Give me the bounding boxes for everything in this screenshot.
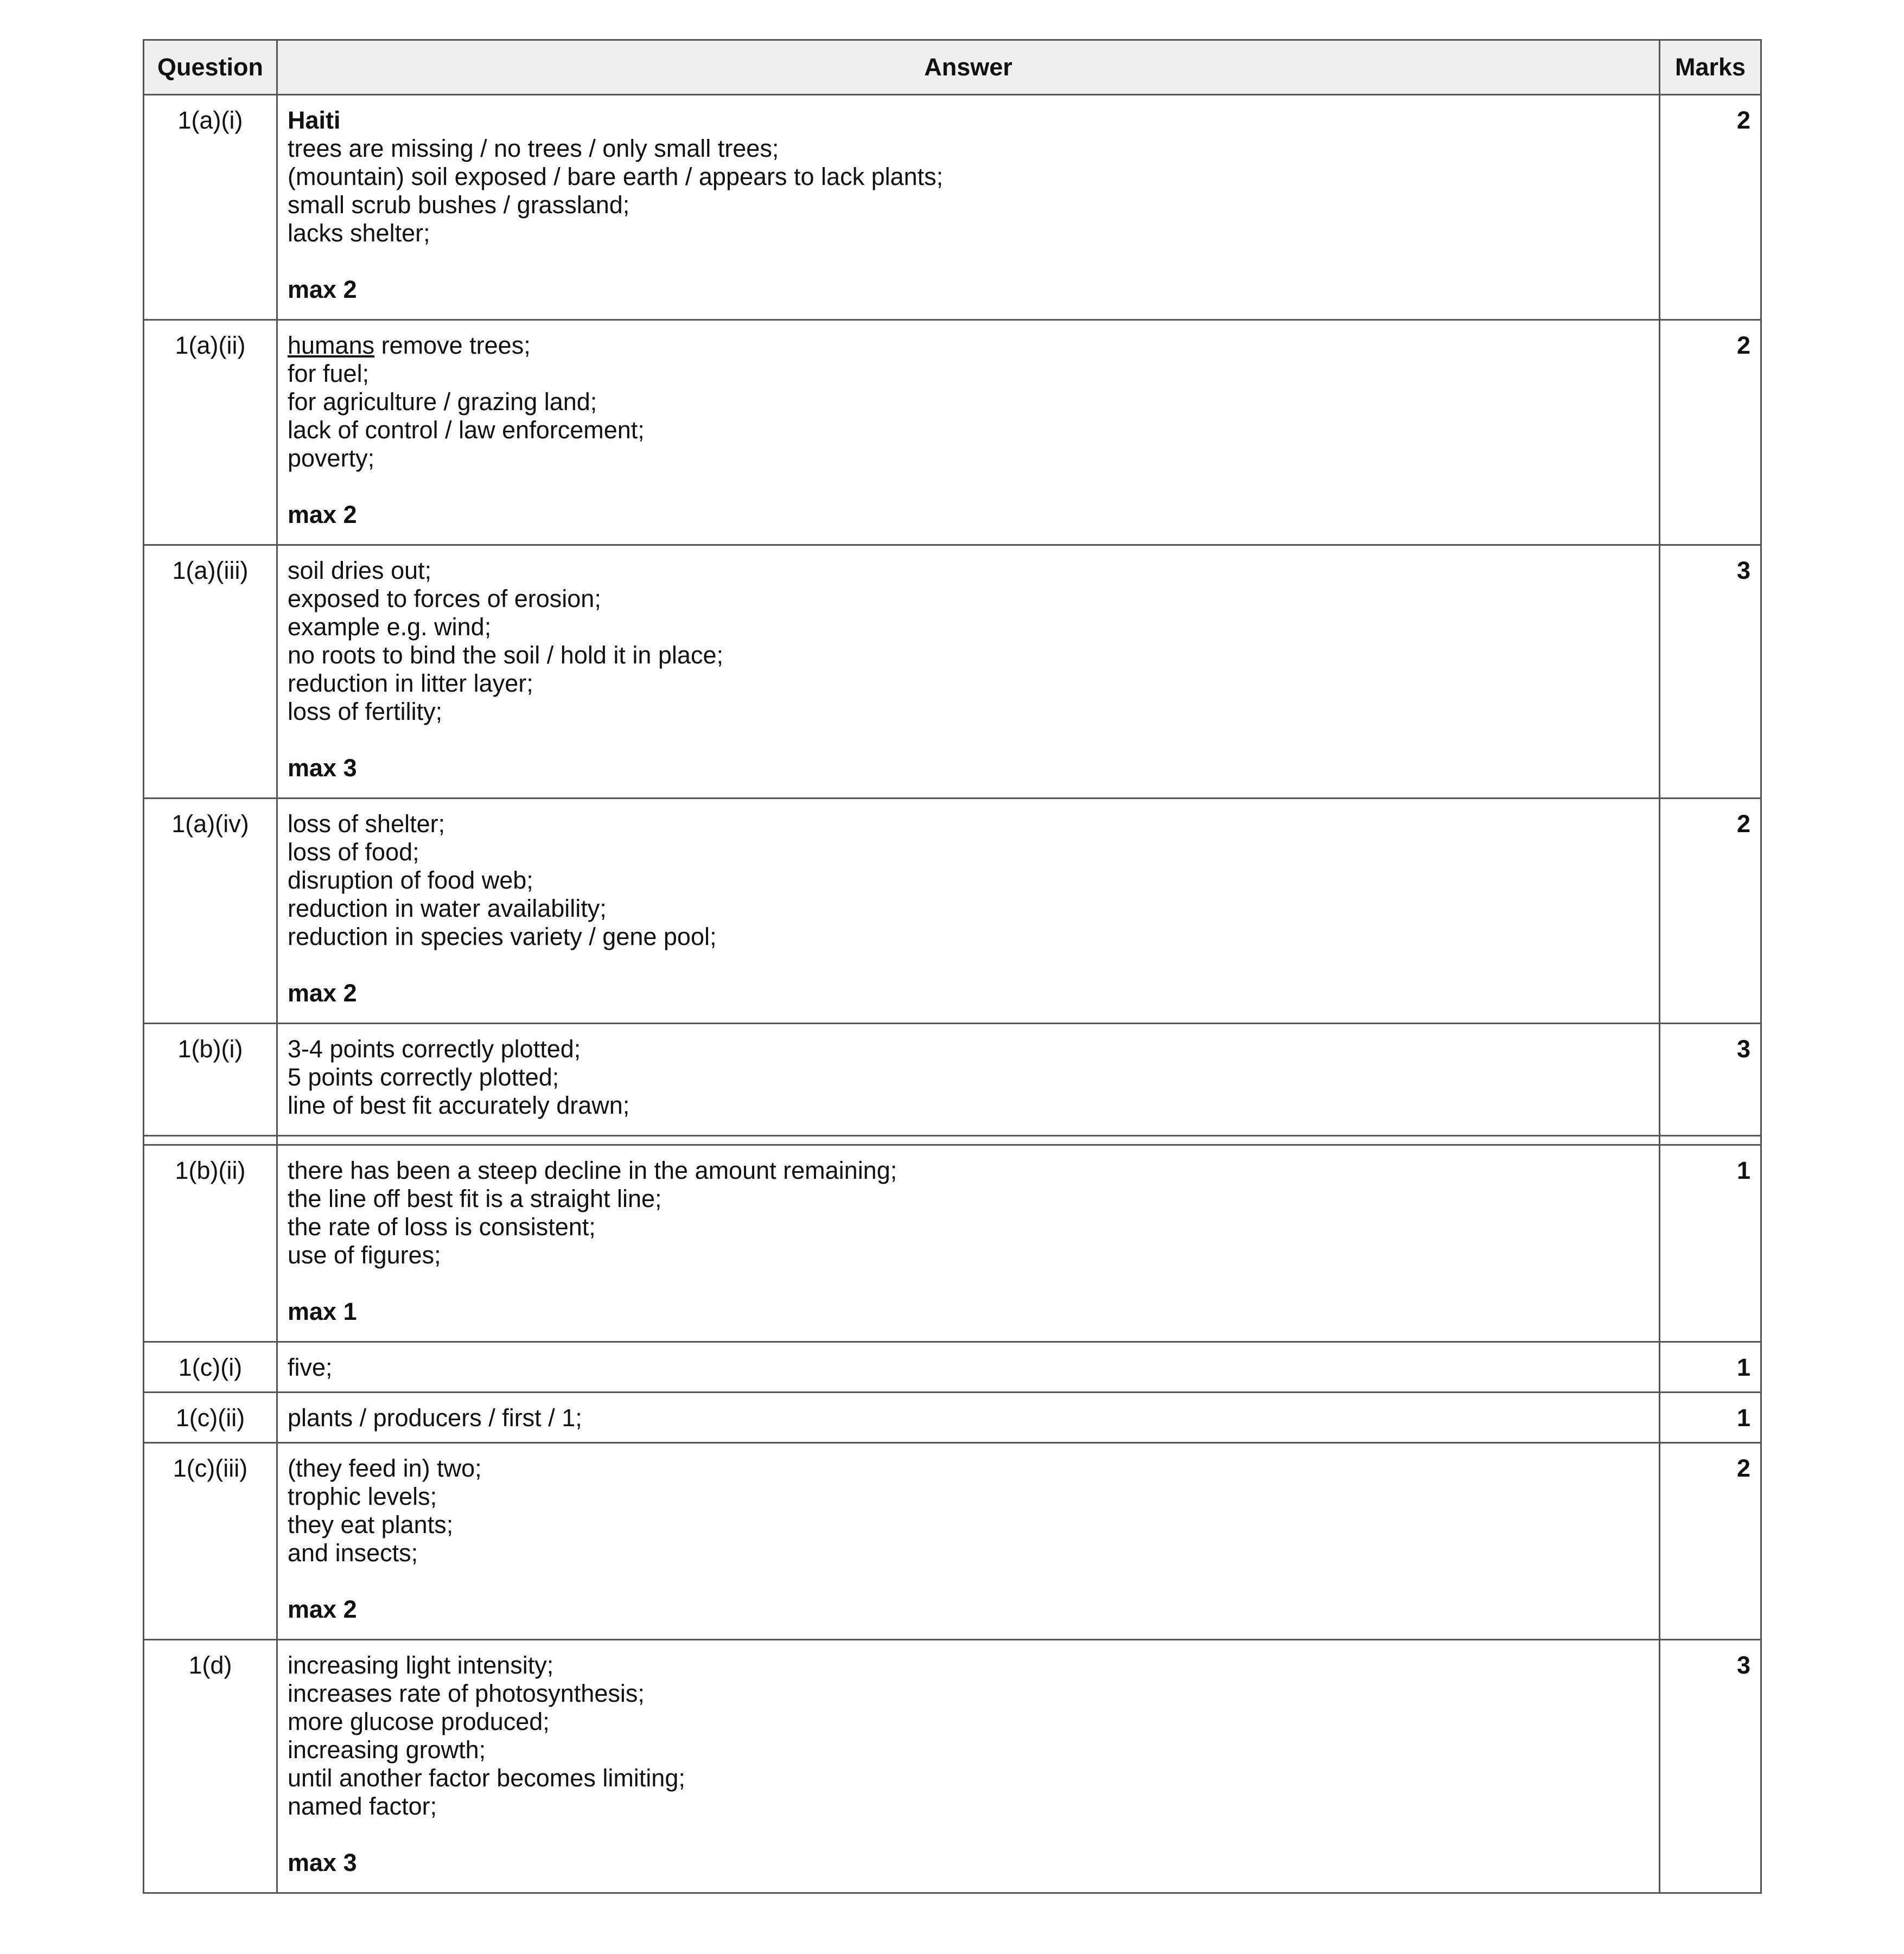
- table-row: [144, 320, 1761, 545]
- marks-value: 3: [1660, 545, 1761, 799]
- answer-line: loss of fertility;: [288, 698, 443, 725]
- answer-line: exposed to forces of erosion;: [288, 585, 601, 612]
- table-row: [144, 1024, 1761, 1136]
- max-marks-note: max 2: [288, 276, 357, 303]
- answer-heading: Haiti: [288, 106, 341, 134]
- answer-line: there has been a steep decline in the amount remaining;: [288, 1157, 897, 1184]
- answer-line: (they feed in) two;: [288, 1454, 482, 1482]
- underlined-keyword: humans: [288, 331, 375, 359]
- answer-line: use of figures;: [288, 1241, 441, 1269]
- question-number: 1(c)(iii): [144, 1443, 277, 1640]
- answer-cell: [277, 1342, 1660, 1393]
- answer-cell: [277, 1145, 1660, 1342]
- answer-line: and insects;: [288, 1539, 418, 1567]
- table-row: [144, 545, 1761, 799]
- answer-line: loss of food;: [288, 838, 419, 866]
- max-marks-note: max 2: [288, 1595, 357, 1623]
- answer-line: plants / producers / first / 1;: [288, 1404, 582, 1432]
- answer-line: 5 points correctly plotted;: [288, 1063, 559, 1091]
- table-row: [144, 799, 1761, 1024]
- answer-line: they eat plants;: [288, 1511, 454, 1538]
- max-marks-note: max 1: [288, 1298, 357, 1325]
- answer-line: poverty;: [288, 444, 375, 472]
- question-number: 1(b)(ii): [144, 1145, 277, 1342]
- question-number: 1(d): [144, 1640, 277, 1893]
- answer-line: increases rate of photosynthesis;: [288, 1680, 645, 1707]
- answer-line: 3-4 points correctly plotted;: [288, 1035, 581, 1063]
- answer-cell: [277, 799, 1660, 1024]
- marks-value: 1: [1660, 1145, 1761, 1342]
- answer-line: until another factor becomes limiting;: [288, 1764, 685, 1792]
- answer-line: trees are missing / no trees / only small trees;: [288, 135, 779, 162]
- answer-line: lack of control / law enforcement;: [288, 416, 645, 444]
- answer-cell: [277, 1024, 1660, 1136]
- answer-line: humans remove trees;: [288, 331, 531, 359]
- marks-value: 3: [1660, 1640, 1761, 1893]
- answer-line: lacks shelter;: [288, 219, 430, 247]
- answer-cell: [277, 95, 1660, 320]
- answer-line: loss of shelter;: [288, 810, 445, 838]
- question-number: 1(a)(ii): [144, 320, 277, 545]
- answer-line: reduction in water availability;: [288, 895, 607, 922]
- table-row: [144, 95, 1761, 320]
- answer-line: example e.g. wind;: [288, 613, 492, 641]
- question-column-header: Question: [144, 40, 277, 95]
- table-row: [144, 1145, 1761, 1342]
- answer-line: more glucose produced;: [288, 1708, 550, 1735]
- question-number: 1(a)(i): [144, 95, 277, 320]
- answer-line: five;: [288, 1353, 333, 1381]
- table-row: [144, 1393, 1761, 1443]
- marks-value: 3: [1660, 1024, 1761, 1136]
- table-row: [144, 1342, 1761, 1393]
- answer-line: reduction in litter layer;: [288, 669, 533, 697]
- answer-cell: [277, 1640, 1660, 1893]
- max-marks-note: max 3: [288, 1849, 357, 1876]
- marks-value: 2: [1660, 95, 1761, 320]
- marks-column-header: Marks: [1660, 40, 1761, 95]
- question-number: 1(a)(iii): [144, 545, 277, 799]
- answer-line: increasing growth;: [288, 1736, 486, 1764]
- question-number: 1(a)(iv): [144, 799, 277, 1024]
- answer-cell: [277, 545, 1660, 799]
- table-row: [144, 1640, 1761, 1893]
- marks-value: 1: [1660, 1342, 1761, 1393]
- marks-value: 1: [1660, 1393, 1761, 1443]
- answer-line: (mountain) soil exposed / bare earth / appears to lack plants;: [288, 163, 944, 190]
- question-number: 1(c)(ii): [144, 1393, 277, 1443]
- marks-value: 2: [1660, 320, 1761, 545]
- answer-line: small scrub bushes / grassland;: [288, 191, 630, 219]
- max-marks-note: max 3: [288, 754, 357, 782]
- answer-line: reduction in species variety / gene pool;: [288, 923, 717, 950]
- answer-line: the line off best fit is a straight line;: [288, 1185, 662, 1212]
- answer-cell: [277, 1443, 1660, 1640]
- header-row: [144, 40, 1761, 95]
- max-marks-note: max 2: [288, 979, 357, 1007]
- answer-cell: [277, 320, 1660, 545]
- answer-line: no roots to bind the soil / hold it in place;: [288, 641, 723, 669]
- answer-line: line of best fit accurately drawn;: [288, 1091, 630, 1119]
- answer-line: disruption of food web;: [288, 866, 533, 894]
- page-break-divider: [144, 1136, 1761, 1145]
- marks-value: 2: [1660, 799, 1761, 1024]
- answer-cell: [277, 1393, 1660, 1443]
- answer-line: the rate of loss is consistent;: [288, 1213, 596, 1241]
- answer-line: named factor;: [288, 1792, 437, 1820]
- table-row: [144, 1443, 1761, 1640]
- answer-column-header: Answer: [277, 40, 1660, 95]
- max-marks-note: max 2: [288, 501, 357, 528]
- answer-line: for agriculture / grazing land;: [288, 388, 597, 416]
- mark-scheme-table: [143, 39, 1762, 1894]
- answer-line: increasing light intensity;: [288, 1651, 554, 1679]
- answer-line: soil dries out;: [288, 557, 432, 584]
- question-number: 1(c)(i): [144, 1342, 277, 1393]
- question-number: 1(b)(i): [144, 1024, 277, 1136]
- answer-line: for fuel;: [288, 360, 370, 387]
- marks-value: 2: [1660, 1443, 1761, 1640]
- answer-line: trophic levels;: [288, 1483, 437, 1510]
